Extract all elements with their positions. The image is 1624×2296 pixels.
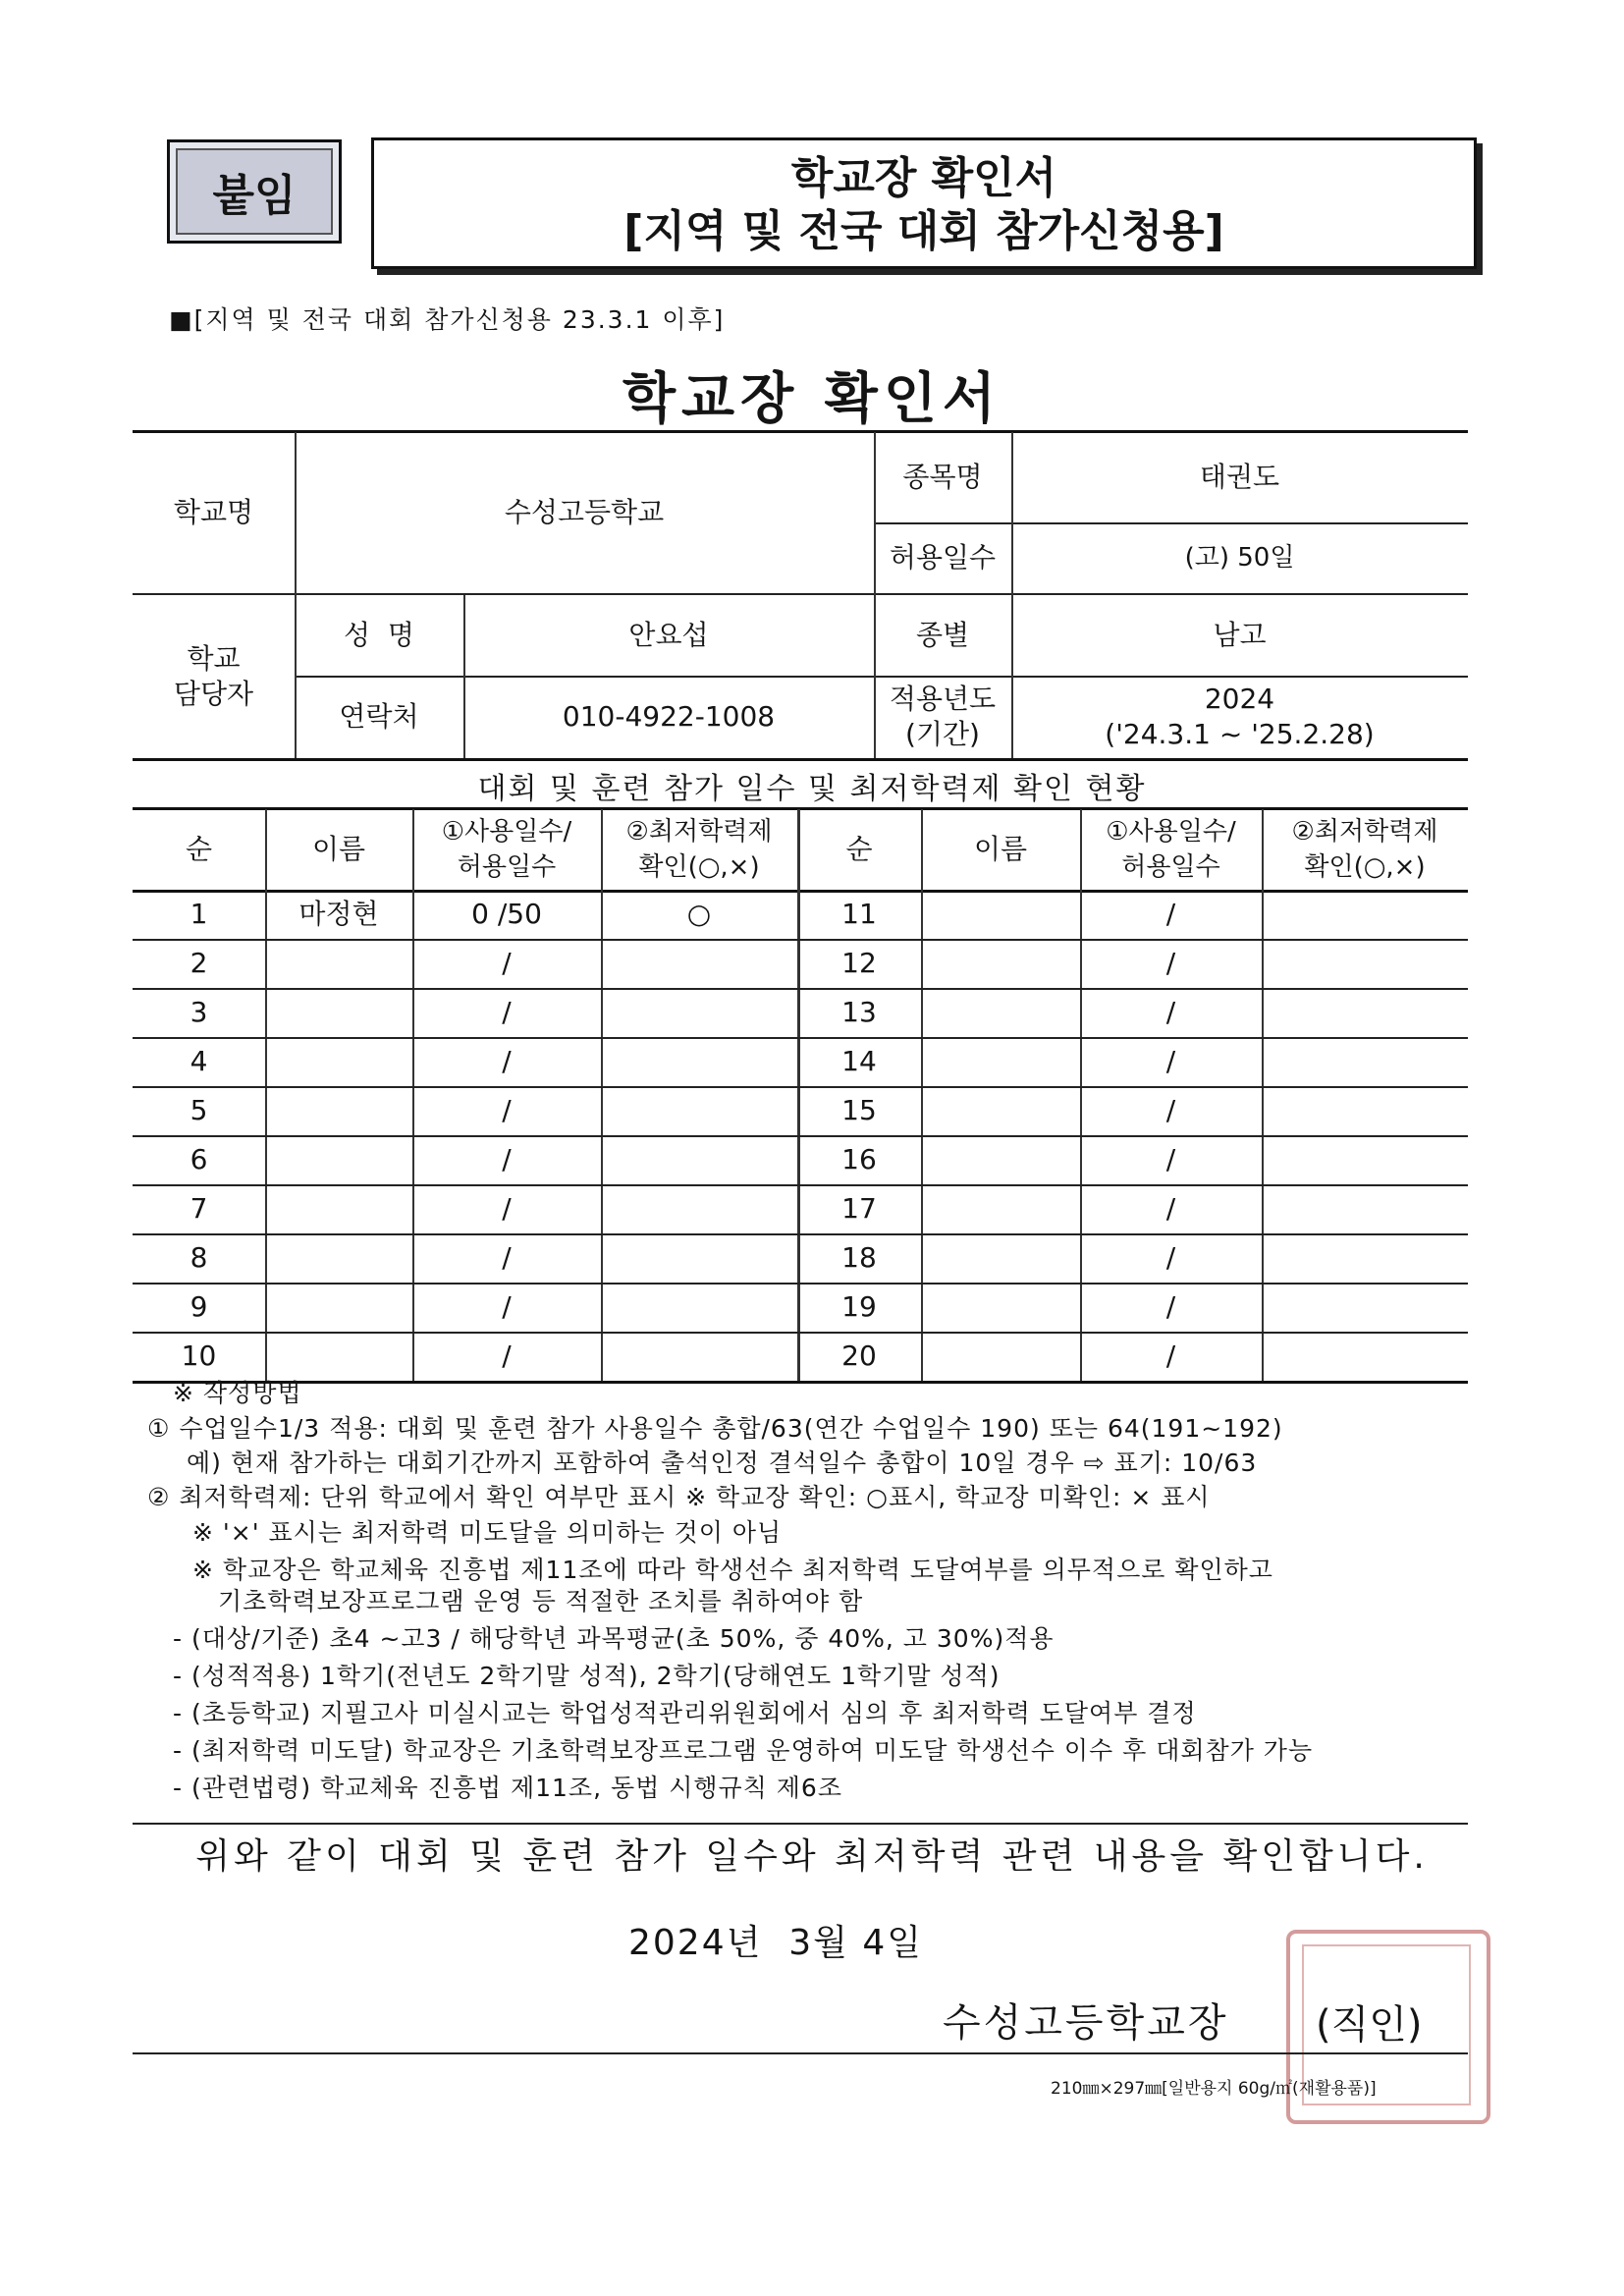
manager-name-value: 안요섭: [628, 619, 709, 651]
header-name-left: 이름: [311, 833, 366, 865]
table-cell-no: 17: [841, 1192, 877, 1225]
note-line: 예) 현재 참가하는 대회기간까지 포함하여 출석인정 결석일수 총합이 10일 경우 ⇨ 표기: 10/63: [187, 1449, 1258, 1477]
note-line: ※ 작성방법: [173, 1379, 302, 1407]
table-cell-check: [601, 1184, 797, 1233]
note-line: - (성적적용) 1학기(전년도 2학기말 성적), 2학기(당해연도 1학기말 성적): [173, 1662, 1001, 1690]
table-cell-no: 7: [189, 1192, 208, 1225]
table-cell-days: /: [502, 947, 512, 979]
table-cell-days: 0 /50: [471, 898, 542, 930]
table-cell-days: /: [502, 1241, 512, 1274]
table-cell-days: /: [1165, 898, 1176, 930]
table-cell-check: [1262, 988, 1468, 1037]
table-cell-days: /: [502, 1290, 512, 1323]
confirmation-statement: 위와 같이 대회 및 훈련 참가 일수와 최저학력 관련 내용을 확인합니다.: [195, 1836, 1429, 1877]
note-line: ※ 학교장은 학교체육 진흥법 제11조에 따라 학생선수 최저학력 도달여부를 의무적으로 확인하고: [192, 1556, 1273, 1584]
manager-label-line1: 학교: [187, 642, 241, 675]
table-cell-no: 20: [841, 1339, 877, 1372]
table-cell-check: [1262, 1135, 1468, 1184]
table-cell-check: [601, 988, 797, 1037]
contact-value: 010-4922-1008: [562, 700, 776, 733]
table-cell-days: /: [502, 1094, 512, 1126]
table-cell-days: /: [502, 1045, 512, 1077]
note-line: - (최저학력 미도달) 학교장은 기초학력보장프로그램 운영하여 미도달 학생선수 이수 후 대회참가 가능: [173, 1736, 1314, 1765]
document-header-box: [371, 137, 1477, 269]
note-line: - (대상/기준) 초4 ~고3 / 해당학년 과목평균(초 50%, 중 40%, 고 30%)적용: [173, 1624, 1055, 1653]
sport-value: 태권도: [1199, 461, 1280, 493]
table-cell-days: /: [1165, 1241, 1176, 1274]
sport-label: 종목명: [902, 461, 983, 493]
manager-label-line2: 담당자: [173, 678, 254, 710]
table-cell-days: /: [1165, 996, 1176, 1028]
table-cell-name: [921, 1086, 1080, 1135]
header-min-right: [1262, 809, 1468, 890]
year-label-line1: 적용년도: [889, 683, 997, 715]
note-line: ① 수업일수1/3 적용: 대회 및 훈련 참가 사용일수 총합/63(연간 수업일수 190) 또는 64(191~192): [147, 1414, 1283, 1443]
table-cell-no: 8: [189, 1241, 208, 1274]
table-cell-days: /: [502, 1192, 512, 1225]
manager-label: [133, 595, 295, 758]
school-name-value: 수성고등학교: [504, 496, 665, 528]
table-cell-days: /: [1165, 1290, 1176, 1323]
table-cell-check: [601, 1037, 797, 1086]
header-used-left: [412, 809, 601, 890]
year-label-line2: (기간): [905, 718, 980, 750]
form-subtitle: ■[지역 및 전국 대회 참가신청용 23.3.1 이후]: [169, 305, 726, 334]
table-cell-no: 3: [189, 996, 208, 1028]
table-cell-no: 19: [841, 1290, 877, 1323]
table-cell-no: 6: [189, 1143, 208, 1175]
header-used-line1: ①사용일수/: [1106, 817, 1236, 847]
table-cell-name: [921, 939, 1080, 988]
table-cell-check: [601, 939, 797, 988]
table-cell-name: [265, 1086, 412, 1135]
header-no-right: 순: [845, 833, 873, 865]
header-no-left: 순: [185, 833, 213, 865]
allowed-days-label: 허용일수: [889, 541, 997, 574]
table-cell-name: [921, 1283, 1080, 1332]
table-cell-name: [921, 1233, 1080, 1283]
table-cell-no: 18: [841, 1241, 877, 1274]
table-cell-no: 12: [841, 947, 877, 979]
header-min-line1: ②최저학력제: [1291, 817, 1438, 847]
table-cell-days: /: [502, 1143, 512, 1175]
table-cell-name: [921, 1184, 1080, 1233]
table-cell-no: 15: [841, 1094, 877, 1126]
table-cell-name: [265, 1037, 412, 1086]
header-name-right: 이름: [973, 833, 1028, 865]
table-cell-days: /: [502, 996, 512, 1028]
seal-label: (직인): [1316, 2002, 1423, 2048]
table-cell-name: [921, 1037, 1080, 1086]
table-cell-no: 2: [189, 947, 208, 979]
table-cell-days: /: [1165, 1094, 1176, 1126]
table-cell-name: [265, 988, 412, 1037]
table-cell-check: [1262, 939, 1468, 988]
year-value-line2: ('24.3.1 ~ '25.2.28): [1105, 718, 1375, 750]
header-used-right: [1080, 809, 1262, 890]
table-cell-name: [921, 890, 1080, 939]
table-cell-days: /: [1165, 1143, 1176, 1175]
note-line: - (초등학교) 지필고사 미실시교는 학업성적관리위원회에서 심의 후 최저학력 도달여부 결정: [173, 1699, 1197, 1727]
table-cell-check: [1262, 1283, 1468, 1332]
paper-spec-footer: 210㎜×297㎜[일반용지 60g/㎡(재활용품)]: [1051, 2079, 1377, 2099]
gender-value: 남고: [1213, 619, 1267, 651]
note-line: ※ '×' 표시는 최저학력 미도달을 의미하는 것이 아님: [192, 1518, 783, 1547]
table-cell-name: [265, 1332, 412, 1381]
manager-name-label: 성 명: [344, 619, 414, 651]
table-cell-days: /: [502, 1339, 512, 1372]
table-cell-check: [1262, 1184, 1468, 1233]
page-title: 학교장 확인서: [622, 367, 1002, 431]
table-cell-name: [921, 1135, 1080, 1184]
year-label: [874, 676, 1011, 758]
table-cell-no: 14: [841, 1045, 877, 1077]
table-cell-check: [601, 1332, 797, 1381]
header-min-left: [601, 809, 797, 890]
note-line: ② 최저학력제: 단위 학교에서 확인 여부만 표시 ※ 학교장 확인: ○표시, 학교장 미확인: × 표시: [147, 1483, 1211, 1511]
table-cell-no: 13: [841, 996, 877, 1028]
note-line: - (관련법령) 학교체육 진흥법 제11조, 동법 시행규칙 제6조: [173, 1774, 842, 1802]
issue-date: 2024년 3월 4일: [628, 1923, 924, 1963]
school-name-label: 학교명: [173, 496, 254, 528]
header-min-line2: 확인(○,×): [638, 852, 760, 882]
header-used-line1: ①사용일수/: [441, 817, 572, 847]
contact-label: 연락처: [339, 700, 419, 733]
table-cell-check: ○: [686, 898, 712, 930]
header-title-line2: [지역 및 전국 대회 참가신청용]: [623, 206, 1224, 256]
table-cell-name: [265, 939, 412, 988]
table-cell-no: 4: [189, 1045, 208, 1077]
table-cell-check: [1262, 890, 1468, 939]
table-cell-check: [601, 1086, 797, 1135]
table-cell-check: [601, 1135, 797, 1184]
table-cell-check: [1262, 1086, 1468, 1135]
table-cell-days: /: [1165, 947, 1176, 979]
table-cell-days: /: [1165, 1192, 1176, 1225]
gender-label: 종별: [915, 619, 970, 651]
table-cell-no: 10: [181, 1339, 217, 1372]
principal-signature-line: 수성고등학교장: [943, 2000, 1229, 2046]
table-cell-no: 16: [841, 1143, 877, 1175]
year-value: [1011, 676, 1468, 758]
header-min-line1: ②최저학력제: [625, 817, 773, 847]
year-value-line1: 2024: [1204, 683, 1275, 715]
header-used-line2: 허용일수: [1121, 852, 1220, 882]
note-line: 기초학력보장프로그램 운영 등 적절한 조치를 취하여야 함: [218, 1587, 864, 1615]
table-cell-name: [921, 988, 1080, 1037]
header-title-line1: 학교장 확인서: [790, 153, 1057, 203]
table-cell-check: [601, 1283, 797, 1332]
table-cell-days: /: [1165, 1045, 1176, 1077]
table-cell-name: 마정현: [298, 898, 379, 930]
table-cell-no: 9: [189, 1290, 208, 1323]
attachment-badge: 붙임: [167, 139, 342, 244]
header-min-line2: 확인(○,×): [1304, 852, 1426, 882]
table-cell-check: [601, 1233, 797, 1283]
table-cell-check: [1262, 1233, 1468, 1283]
header-used-line2: 허용일수: [457, 852, 557, 882]
table-cell-name: [921, 1332, 1080, 1381]
table-cell-name: [265, 1135, 412, 1184]
table-cell-name: [265, 1184, 412, 1233]
table-cell-days: /: [1165, 1339, 1176, 1372]
table-cell-no: 1: [189, 898, 208, 930]
table-cell-check: [1262, 1037, 1468, 1086]
table-cell-no: 5: [189, 1094, 208, 1126]
section-title: 대회 및 훈련 참가 일수 및 최저학력제 확인 현황: [477, 772, 1147, 806]
table-cell-name: [265, 1283, 412, 1332]
allowed-days-value: (고) 50일: [1184, 543, 1295, 573]
table-cell-name: [265, 1233, 412, 1283]
table-cell-check: [1262, 1332, 1468, 1381]
table-cell-no: 11: [841, 898, 877, 930]
